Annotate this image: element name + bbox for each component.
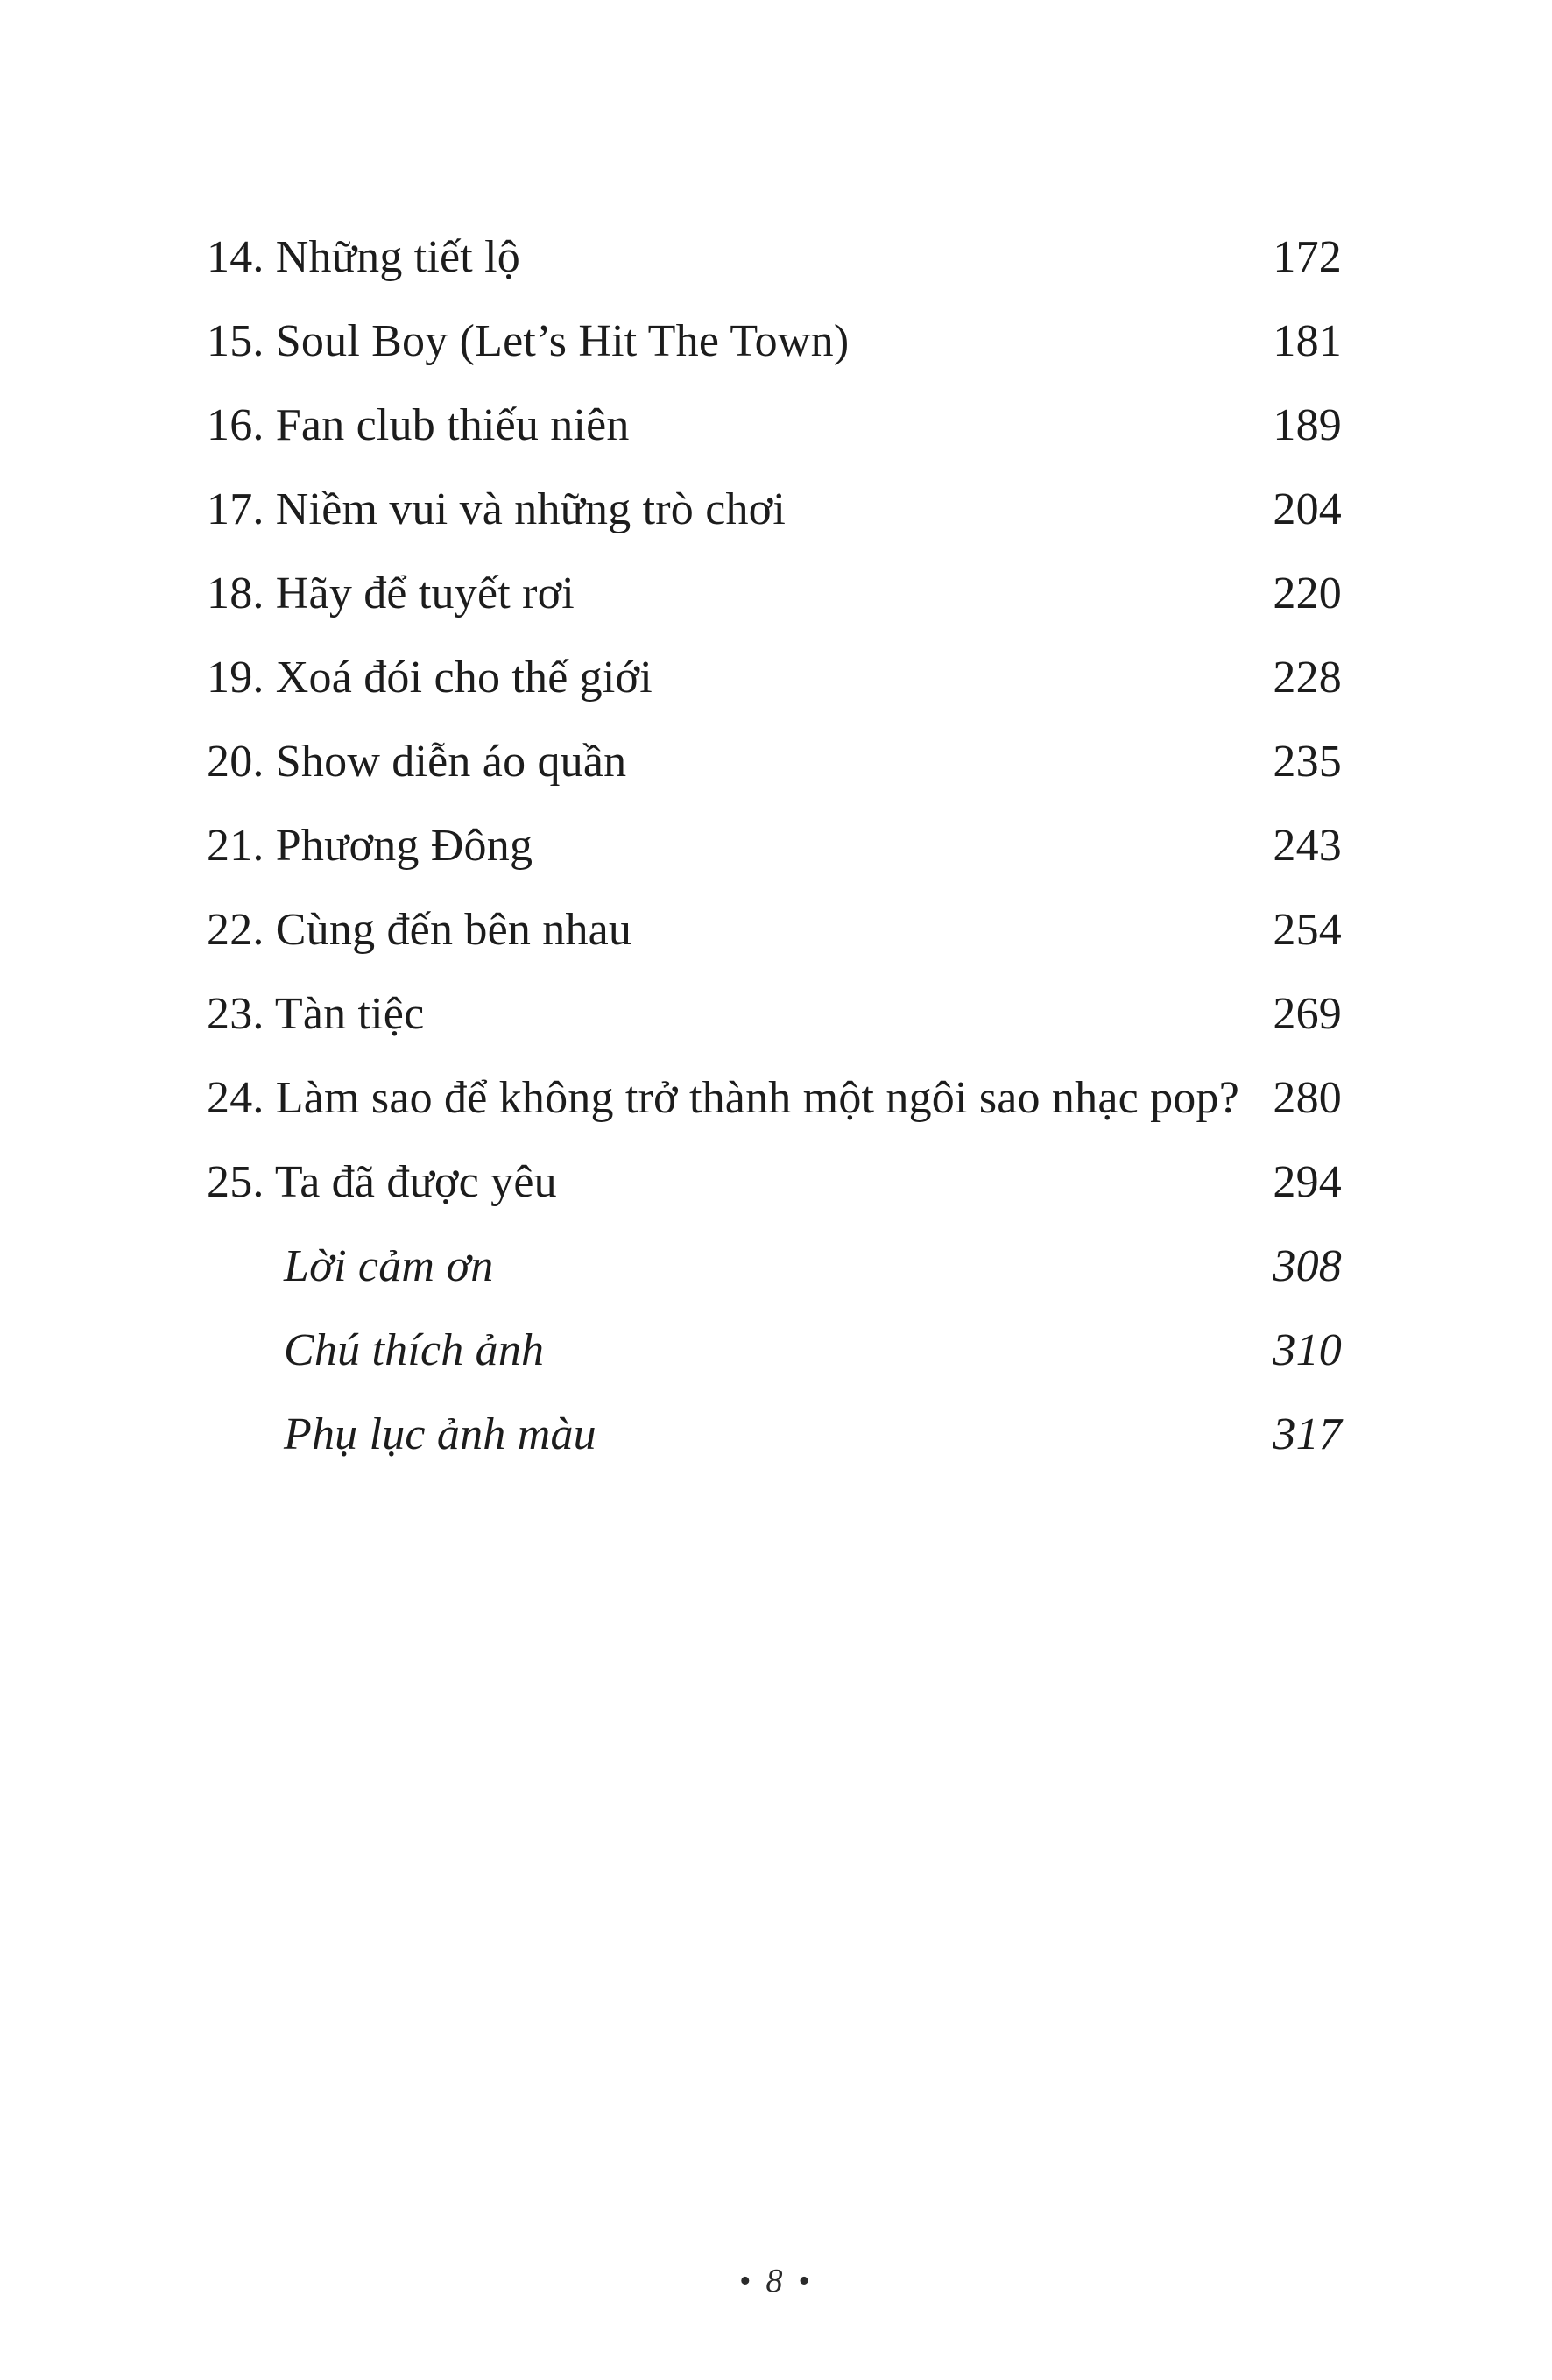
toc-entry-label: 19. Xoá đói cho thế giới [207, 653, 653, 703]
toc-entry [207, 300, 1342, 384]
page-number-footer [0, 2262, 1552, 2300]
toc-entry-page: 254 [1273, 905, 1342, 955]
toc-entry [207, 552, 1342, 636]
toc-entry-page: 172 [1273, 232, 1342, 282]
toc-entry [207, 1309, 1342, 1393]
toc-entry-label: 21. Phương Đông [207, 821, 533, 871]
toc-entry [207, 888, 1342, 972]
toc-entry-label: 23. Tàn tiệc [207, 989, 425, 1039]
toc-entry-label: 18. Hãy để tuyết rơi [207, 569, 575, 618]
toc-entry [207, 468, 1342, 552]
toc-entry-page: 204 [1273, 484, 1342, 534]
toc-entry-label: 14. Những tiết lộ [207, 232, 521, 282]
toc-entry-label: 25. Ta đã được yêu [207, 1157, 557, 1207]
toc-entry-page: 235 [1273, 737, 1342, 787]
toc-entry-label: 15. Soul Boy (Let’s Hit The Town) [207, 316, 850, 366]
toc-entry-page: 317 [1273, 1409, 1342, 1459]
toc-entry-page: 310 [1273, 1325, 1342, 1375]
toc-entry-page: 294 [1273, 1157, 1342, 1207]
toc-entry [207, 215, 1342, 300]
toc-entry-label: 16. Fan club thiếu niên [207, 400, 630, 450]
toc-entry [207, 1141, 1342, 1225]
toc-entry-label: Chú thích ảnh [284, 1325, 545, 1375]
toc-entry-page: 280 [1273, 1073, 1342, 1123]
toc-entry-label: Phụ lục ảnh màu [284, 1409, 596, 1459]
toc-entry-page: 228 [1273, 653, 1342, 703]
toc-entry-page: 308 [1273, 1241, 1342, 1291]
table-of-contents [207, 215, 1342, 1477]
toc-entry-label: Lời cảm ơn [284, 1241, 494, 1291]
toc-entry [207, 384, 1342, 468]
toc-entry-page: 269 [1273, 989, 1342, 1039]
toc-entry [207, 1225, 1342, 1309]
toc-entry [207, 804, 1342, 888]
toc-entry [207, 1393, 1342, 1477]
toc-entry-label: 22. Cùng đến bên nhau [207, 905, 632, 955]
toc-entry-page: 189 [1273, 400, 1342, 450]
toc-entry-label: 24. Làm sao để không trở thành một ngôi sao nhạc pop? [207, 1073, 1239, 1123]
toc-entry-page: 220 [1273, 569, 1342, 618]
page-number: • 8 • [738, 2263, 814, 2299]
toc-entry [207, 1056, 1342, 1141]
toc-entry-page: 243 [1273, 821, 1342, 871]
toc-entry [207, 720, 1342, 804]
toc-entry-label: 20. Show diễn áo quần [207, 737, 627, 787]
toc-entry [207, 636, 1342, 720]
toc-entry-page: 181 [1273, 316, 1342, 366]
toc-entry [207, 972, 1342, 1056]
toc-entry-label: 17. Niềm vui và những trò chơi [207, 484, 787, 534]
